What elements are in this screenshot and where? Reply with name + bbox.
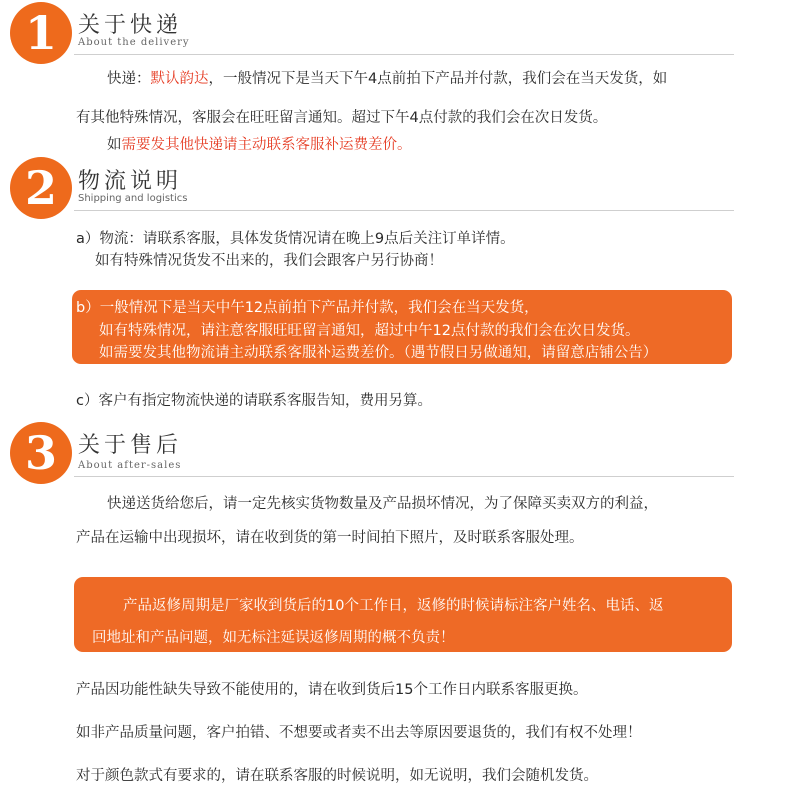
after-sales-p2: 产品因功能性缺失导致不能使用的，请在收到货后15个工作日内联系客服更换。 [76, 682, 588, 698]
section-title: 关于售后 [78, 433, 183, 458]
section-title: 关于快递 [78, 13, 183, 38]
repair-cycle-line-2: 回地址和产品问题，如无标注延误返修周期的概不负责！ [92, 630, 455, 646]
delivery-intro-prefix: 快递： [107, 71, 151, 87]
logistics-b-line-2: 如有特殊情况，请注意客服旺旺留言通知，超过中午12点付款的我们会在次日发货。 [99, 323, 640, 339]
logistics-b-notice-box [72, 290, 732, 364]
delivery-line-3-prefix: 如 [107, 137, 122, 153]
logistics-a-line-2: 如有特殊情况货发不出来的，我们会跟客户另行协商！ [95, 253, 443, 269]
after-sales-p1-line-1: 快递送货给您后，请一定先核实货物数量及产品损坏情况，为了保障买卖双方的利益， [107, 496, 658, 512]
delivery-intro-line [107, 67, 667, 88]
section-number-badge: 2 [10, 157, 72, 219]
delivery-line-2: 有其他特殊情况，客服会在旺旺留言通知。超过下午4点付款的我们会在次日发货。 [76, 110, 608, 126]
delivery-intro-rest: ，一般情况下是当天下午4点前拍下产品并付款，我们会在当天发货，如 [208, 71, 668, 87]
section-number-badge: 1 [10, 2, 72, 64]
after-sales-p4: 对于颜色款式有要求的，请在联系客服的时候说明，如无说明，我们会随机发货。 [76, 768, 598, 784]
section-divider [74, 210, 734, 211]
extra-fee-highlight: 需要发其他快递请主动联系客服补运费差价。 [121, 137, 412, 153]
section-number-badge: 3 [10, 422, 72, 484]
repair-cycle-line-1: 产品返修周期是厂家收到货后的10个工作日，返修的时候请标注客户姓名、电话、返 [123, 598, 664, 614]
after-sales-p3: 如非产品质量问题，客户拍错、不想要或者卖不出去等原因要退货的，我们有权不处理！ [76, 725, 642, 741]
section-divider [74, 54, 734, 55]
logistics-c-line: c）客户有指定物流快递的请联系客服告知，费用另算。 [76, 393, 432, 409]
logistics-b-line-3: 如需要发其他物流请主动联系客服补运费差价。（遇节假日另做通知，请留意店铺公告） [99, 345, 658, 361]
section-divider [74, 476, 734, 477]
logistics-a-line-1: a）物流：请联系客服，具体发货情况请在晚上9点后关注订单详情。 [76, 231, 515, 247]
section-subtitle: About the delivery [78, 37, 190, 48]
default-courier-highlight: 默认韵达 [150, 71, 209, 87]
after-sales-p1-line-2: 产品在运输中出现损坏，请在收到货的第一时间拍下照片，及时联系客服处理。 [76, 530, 584, 546]
section-subtitle: Shipping and logistics [78, 193, 188, 204]
delivery-line-3 [107, 133, 412, 154]
logistics-b-line-1: b）一般情况下是当天中午12点前拍下产品并付款，我们会在当天发货， [76, 300, 539, 316]
section-title: 物流说明 [78, 169, 183, 194]
repair-cycle-notice-box [74, 577, 732, 652]
section-subtitle: About after-sales [78, 460, 182, 471]
